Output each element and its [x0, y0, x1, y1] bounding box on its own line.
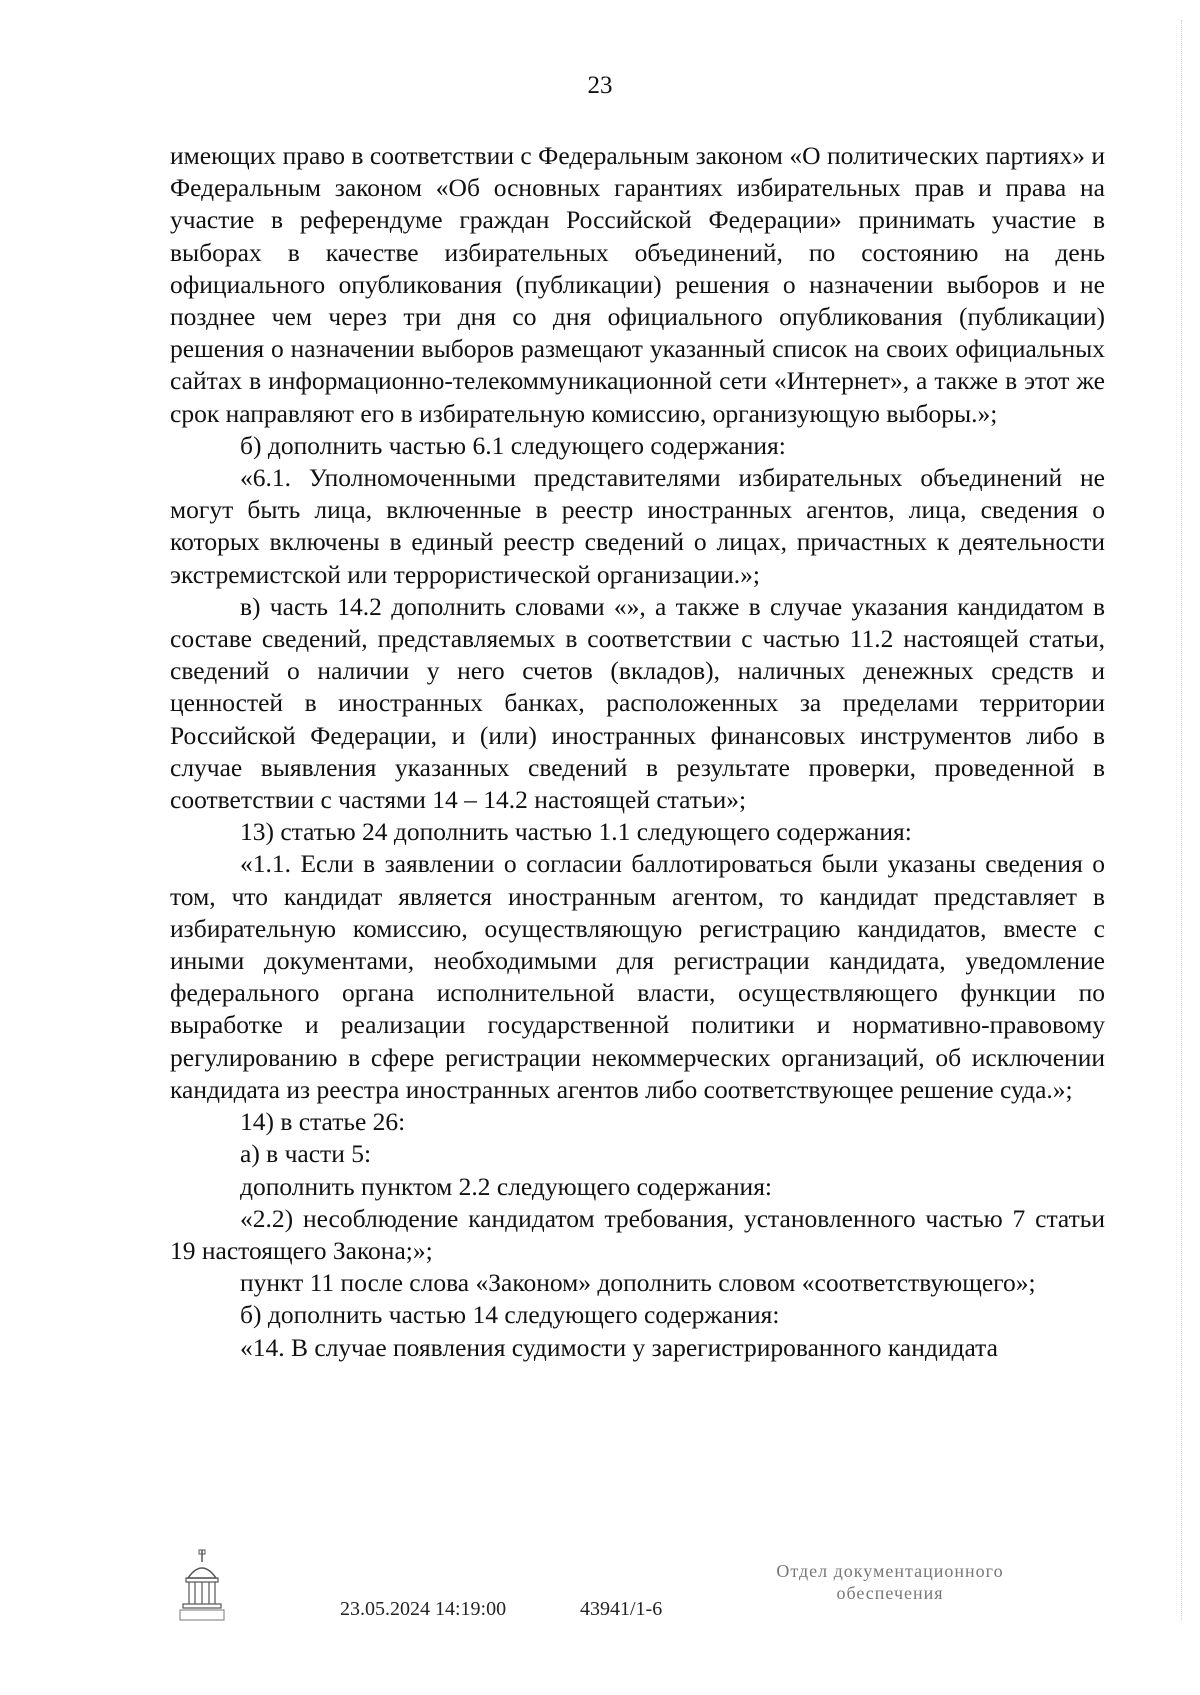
- page-number: 23: [587, 72, 613, 99]
- paragraph-7: 14) в статье 26:: [240, 1107, 406, 1137]
- paragraph-9: дополнить пунктом 2.2 следующего содержания:: [240, 1171, 773, 1201]
- paragraph-4: в) часть 14.2 дополнить словами «», а также в случае указания кандидатом в составе сведений, представляемых в соответствии с частью 11.2 настоящей статьи, сведений о наличии у него счетов (вкладов), наличных денежных средств и ценностей в иностранных банках, расположенных за пределами территории Российской Федерации, и (или) иностранных финансовых инструментов либо в случае выявления указанных сведений в результате проверки, проведенной в соответствии с частями 14 – 14.2 настоящей статьи»;: [170, 591, 1105, 815]
- footer-date: 23.05.2024 14:19:00: [340, 1598, 507, 1620]
- paragraph-13: «14. В случае появления судимости у зарегистрированного кандидата: [240, 1332, 998, 1362]
- paragraph-12: б) дополнить частью 14 следующего содержания:: [240, 1300, 780, 1330]
- paragraph-6: «1.1. Если в заявлении о согласии баллотироваться были указаны сведения о том, что кандидат является иностранным агентом, то кандидат представляет в избирательную комиссию, осуществляющую регистрацию кандидатов, вместе с иными документами, необходимыми для регистрации кандидата, уведомление федерального органа исполнительной власти, осуществляющего функции по выработке и реализации государственной политики и нормативно-правовому регулированию в сфере регистрации некоммерческих организаций, об исключении кандидата из реестра иностранных агентов либо соответствующее решение суда.»;: [170, 849, 1105, 1104]
- stamp-line-1: Отдел документационного: [776, 1561, 1004, 1581]
- paragraph-3: «6.1. Уполномоченными представителями избирательных объединений не могут быть лица, включенные в реестр иностранных агентов, лица, сведения о которых включены в единый реестр сведений о лицах, причастных к деятельности экстремистской или террористической организации.»;: [170, 463, 1105, 589]
- department-stamp: [740, 1560, 1040, 1604]
- page-footer: [0, 1540, 1200, 1640]
- paragraph-8: а) в части 5:: [240, 1139, 372, 1169]
- paragraph-11: пункт 11 после слова «Законом» дополнить словом «соответствующего»;: [240, 1268, 1036, 1298]
- paragraph-5: 13) статью 24 дополнить частью 1.1 следующего содержания:: [240, 817, 912, 847]
- footer-doc-number: 43941/1-6: [580, 1598, 663, 1620]
- paragraph-2: б) дополнить частью 6.1 следующего содержания:: [240, 430, 786, 460]
- scan-edge-marks: [1177, 20, 1182, 1620]
- document-body: [170, 140, 1105, 1364]
- duma-logo-icon: [178, 1548, 226, 1622]
- paragraph-1: имеющих право в соответствии с Федеральным законом «О политических партиях» и Федеральным законом «Об основных гарантиях избирательных прав и права на участие в референдуме граждан Российской Федерации» принимать участие в выборах в качестве избирательных объединений, по состоянию на день официального опубликования (публикации) решения о назначении выборов и не позднее чем через три дня со дня официального опубликования (публикации) решения о назначении выборов размещают указанный список на своих официальных сайтах в информационно-телекоммуникационной сети «Интернет», а также в этот же срок направляют его в избирательную комиссию, организующую выборы.»;: [170, 141, 1105, 428]
- paragraph-10: «2.2) несоблюдение кандидатом требования, установленного частью 7 статьи 19 настоящего Закона;»;: [170, 1203, 1105, 1265]
- stamp-line-2: обеспечения: [836, 1583, 944, 1603]
